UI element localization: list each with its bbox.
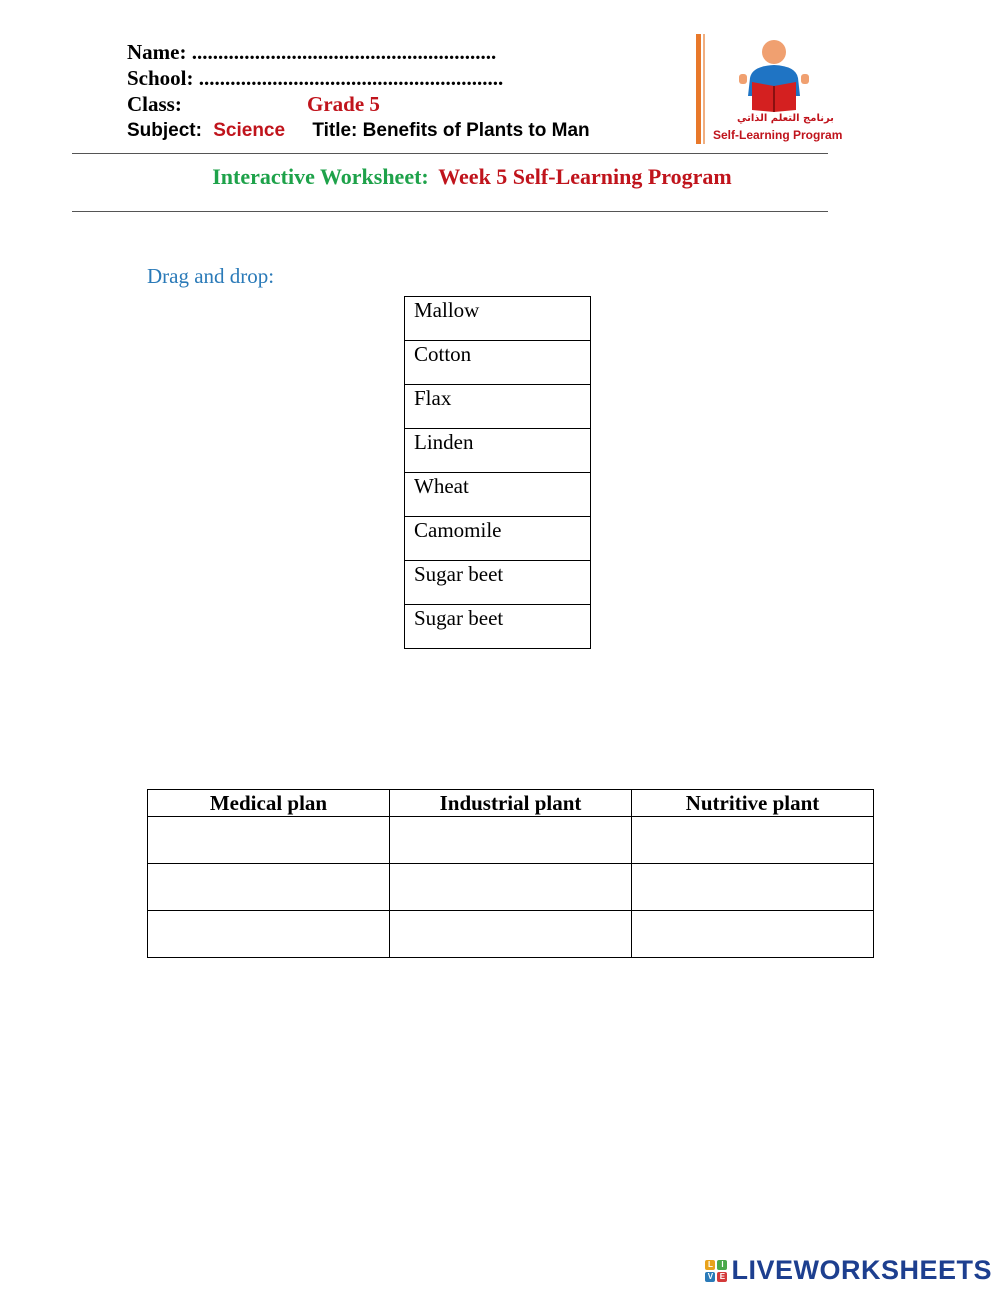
school-label: School: [127,66,194,90]
school-blank: .......................................................... [198,66,504,90]
logo-english-text: Self-Learning Program [713,128,843,142]
draggable-word[interactable]: Cotton [405,341,591,385]
subject-field [127,119,590,143]
draggable-word[interactable]: Mallow [405,297,591,341]
name-field [127,40,496,64]
drop-zone-medical[interactable] [148,911,390,958]
liveworksheets-wordmark: LIVEWORKSHEETS [731,1255,992,1285]
name-label: Name: [127,40,187,64]
header-divider-top [72,153,828,154]
school-field [127,66,503,90]
instruction-text: Drag and drop: [147,264,275,288]
drop-zone-medical[interactable] [148,817,390,864]
class-value: Grade 5 [307,92,380,116]
drop-zone-industrial[interactable] [390,864,632,911]
reading-student-icon [736,38,816,114]
subject-value: Science [213,120,286,141]
drop-zone-nutritive[interactable] [632,911,874,958]
liveworksheets-brand [705,1255,992,1286]
column-header-industrial: Industrial plant [390,790,632,817]
worksheet-subtitle [0,164,944,190]
liveworksheets-logo-icon: L I V E [705,1260,727,1282]
column-header-nutritive: Nutritive plant [632,790,874,817]
column-header-medical: Medical plan [148,790,390,817]
drop-zone-nutritive[interactable] [632,864,874,911]
drop-zone-nutritive[interactable] [632,817,874,864]
class-label: Class: [127,92,182,116]
draggable-word[interactable]: Linden [405,429,591,473]
logo-accent-bar [696,34,701,144]
header-divider-bottom [72,211,828,212]
sorting-table [147,789,874,958]
draggable-word[interactable]: Sugar beet [405,605,591,649]
drop-zone-medical[interactable] [148,864,390,911]
subtitle-program: Week 5 Self-Learning Program [438,164,732,189]
word-bank [404,296,591,649]
drop-zone-industrial[interactable] [390,911,632,958]
logo-arabic-text: برنامج التعلم الذاتي [737,113,834,124]
draggable-word[interactable]: Wheat [405,473,591,517]
logo-accent-bar-thin [703,34,705,144]
name-blank: .......................................................... [191,40,497,64]
worksheet-title: Title: Benefits of Plants to Man [312,120,590,141]
subtitle-label: Interactive Worksheet: [212,164,429,189]
draggable-word[interactable]: Sugar beet [405,561,591,605]
subject-label: Subject: [127,120,202,141]
draggable-word[interactable]: Camomile [405,517,591,561]
class-field [127,92,380,116]
drop-zone-industrial[interactable] [390,817,632,864]
draggable-word[interactable]: Flax [405,385,591,429]
